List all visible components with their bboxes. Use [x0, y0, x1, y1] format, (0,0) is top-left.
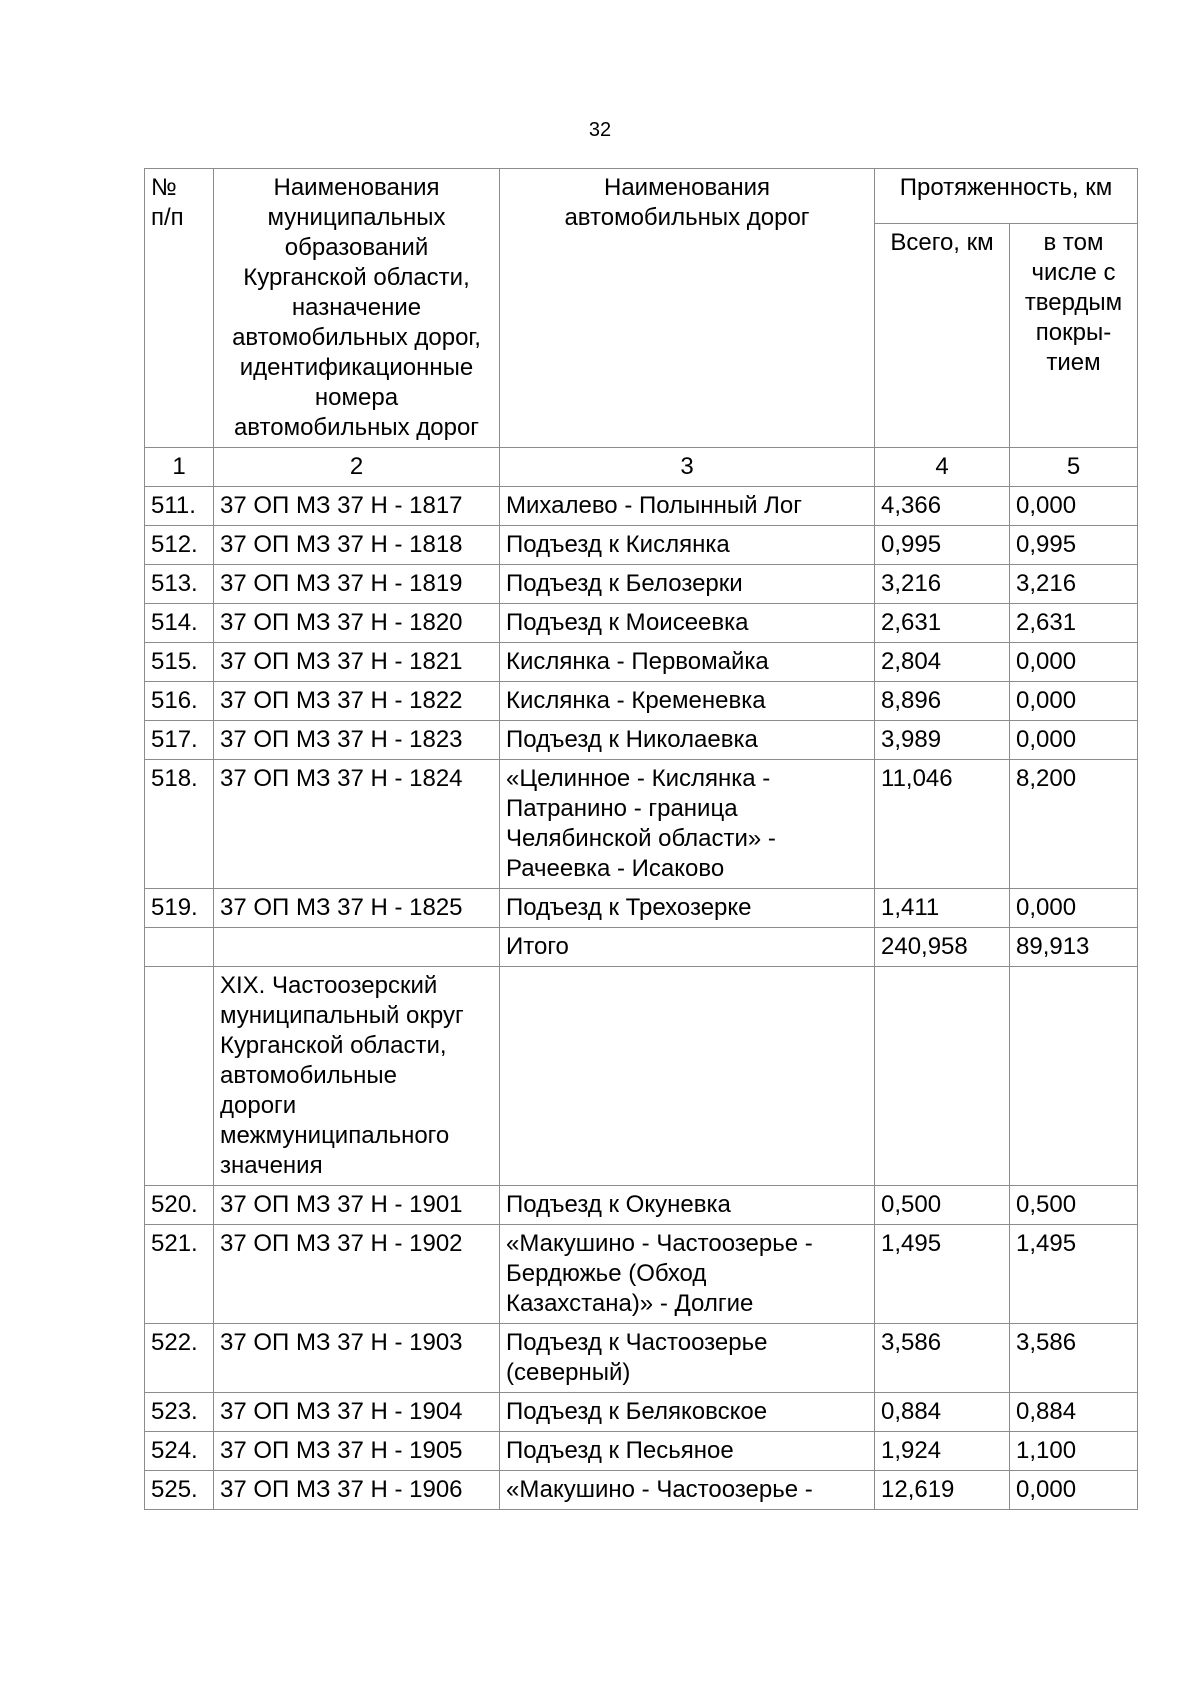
road-id-cell: 37 ОП МЗ 37 Н - 1820: [214, 604, 500, 643]
road-name-cell: [500, 967, 875, 1186]
length-total-cell: 0,884: [875, 1393, 1010, 1432]
road-name-cell: Подъезд к Частоозерье (северный): [500, 1324, 875, 1393]
road-name-cell: Подъезд к Белозерки: [500, 565, 875, 604]
road-name-cell: Подъезд к Песьяное: [500, 1432, 875, 1471]
length-total-cell: [875, 967, 1010, 1186]
road-id-cell: 37 ОП МЗ 37 Н - 1823: [214, 721, 500, 760]
length-total-cell: 1,411: [875, 889, 1010, 928]
length-paved-cell: 0,500: [1010, 1186, 1138, 1225]
length-paved-cell: 8,200: [1010, 760, 1138, 889]
length-paved-cell: 0,000: [1010, 721, 1138, 760]
table-row: [145, 1186, 1138, 1225]
table-row: [145, 1324, 1138, 1393]
road-id-cell: 37 ОП МЗ 37 Н - 1905: [214, 1432, 500, 1471]
row-number-cell: 511.: [145, 487, 214, 526]
road-id-cell: 37 ОП МЗ 37 Н - 1903: [214, 1324, 500, 1393]
table-row: [145, 1471, 1138, 1510]
row-number-cell: [145, 928, 214, 967]
length-paved-cell: 2,631: [1010, 604, 1138, 643]
road-name-cell: Подъезд к Трехозерке: [500, 889, 875, 928]
header-road-name: Наименования автомобильных дорог: [500, 169, 875, 448]
length-total-cell: 0,500: [875, 1186, 1010, 1225]
table-header: [145, 169, 1138, 487]
length-total-cell: 11,046: [875, 760, 1010, 889]
row-number-cell: 514.: [145, 604, 214, 643]
length-total-cell: 3,586: [875, 1324, 1010, 1393]
road-id-cell: 37 ОП МЗ 37 Н - 1822: [214, 682, 500, 721]
road-id-cell: XIX. Частоозерский муниципальный округ Курганской области, автомобильные дороги межмуниципального значения: [214, 967, 500, 1186]
road-id-cell: 37 ОП МЗ 37 Н - 1906: [214, 1471, 500, 1510]
header-number: № п/п: [145, 169, 214, 448]
length-paved-cell: 0,000: [1010, 1471, 1138, 1510]
table-row: [145, 760, 1138, 889]
column-number: 4: [875, 448, 1010, 487]
column-number: 2: [214, 448, 500, 487]
road-id-cell: 37 ОП МЗ 37 Н - 1818: [214, 526, 500, 565]
length-paved-cell: 0,000: [1010, 487, 1138, 526]
road-name-cell: Подъезд к Николаевка: [500, 721, 875, 760]
length-total-cell: 8,896: [875, 682, 1010, 721]
table-row: [145, 604, 1138, 643]
length-total-cell: 1,924: [875, 1432, 1010, 1471]
length-paved-cell: 3,586: [1010, 1324, 1138, 1393]
road-id-cell: 37 ОП МЗ 37 Н - 1904: [214, 1393, 500, 1432]
road-name-cell: Подъезд к Кислянка: [500, 526, 875, 565]
header-length-total: Всего, км: [875, 223, 1010, 447]
row-number-cell: [145, 967, 214, 1186]
road-id-cell: 37 ОП МЗ 37 Н - 1901: [214, 1186, 500, 1225]
table-row: [145, 928, 1138, 967]
row-number-cell: 520.: [145, 1186, 214, 1225]
table-row: [145, 1432, 1138, 1471]
row-number-cell: 521.: [145, 1225, 214, 1324]
length-paved-cell: 1,495: [1010, 1225, 1138, 1324]
table-row: [145, 967, 1138, 1186]
length-total-cell: 240,958: [875, 928, 1010, 967]
road-id-cell: [214, 928, 500, 967]
road-name-cell: Итого: [500, 928, 875, 967]
column-numbers-row: [145, 448, 1138, 487]
header-length-group: Протяженность, км: [875, 169, 1138, 224]
row-number-cell: 525.: [145, 1471, 214, 1510]
road-name-cell: Подъезд к Беляковское: [500, 1393, 875, 1432]
column-number: 1: [145, 448, 214, 487]
road-name-cell: Подъезд к Моисеевка: [500, 604, 875, 643]
row-number-cell: 513.: [145, 565, 214, 604]
road-name-cell: «Макушино - Частоозерье - Бердюжье (Обход Казахстана)» - Долгие: [500, 1225, 875, 1324]
table-row: [145, 682, 1138, 721]
road-id-cell: 37 ОП МЗ 37 Н - 1824: [214, 760, 500, 889]
road-name-cell: Кислянка - Кременевка: [500, 682, 875, 721]
row-number-cell: 515.: [145, 643, 214, 682]
length-total-cell: 0,995: [875, 526, 1010, 565]
length-paved-cell: 0,000: [1010, 889, 1138, 928]
road-name-cell: Михалево - Полынный Лог: [500, 487, 875, 526]
road-name-cell: «Макушино - Частоозерье -: [500, 1471, 875, 1510]
road-id-cell: 37 ОП МЗ 37 Н - 1821: [214, 643, 500, 682]
length-total-cell: 12,619: [875, 1471, 1010, 1510]
road-name-cell: Подъезд к Окуневка: [500, 1186, 875, 1225]
road-name-cell: «Целинное - Кислянка - Патранино - граница Челябинской области» - Рачеевка - Исаково: [500, 760, 875, 889]
table-row: [145, 526, 1138, 565]
length-paved-cell: [1010, 967, 1138, 1186]
length-paved-cell: 3,216: [1010, 565, 1138, 604]
page-number: 32: [588, 119, 612, 141]
road-id-cell: 37 ОП МЗ 37 Н - 1819: [214, 565, 500, 604]
row-number-cell: 517.: [145, 721, 214, 760]
length-paved-cell: 0,000: [1010, 643, 1138, 682]
header-municipality: Наименования муниципальных образований Курганской области, назначение автомобильных дорог, идентификационные номера автомобильных дорог: [214, 169, 500, 448]
table-body: [145, 487, 1138, 1510]
row-number-cell: 516.: [145, 682, 214, 721]
length-paved-cell: 0,995: [1010, 526, 1138, 565]
length-total-cell: 4,366: [875, 487, 1010, 526]
column-number: 5: [1010, 448, 1138, 487]
length-total-cell: 3,216: [875, 565, 1010, 604]
row-number-cell: 518.: [145, 760, 214, 889]
length-paved-cell: 1,100: [1010, 1432, 1138, 1471]
table-row: [145, 721, 1138, 760]
header-length-paved: в том числе с твердым покры- тием: [1010, 223, 1138, 447]
length-paved-cell: 0,884: [1010, 1393, 1138, 1432]
length-total-cell: 1,495: [875, 1225, 1010, 1324]
road-id-cell: 37 ОП МЗ 37 Н - 1902: [214, 1225, 500, 1324]
table-row: [145, 487, 1138, 526]
row-number-cell: 519.: [145, 889, 214, 928]
row-number-cell: 523.: [145, 1393, 214, 1432]
road-id-cell: 37 ОП МЗ 37 Н - 1825: [214, 889, 500, 928]
row-number-cell: 524.: [145, 1432, 214, 1471]
column-number: 3: [500, 448, 875, 487]
row-number-cell: 522.: [145, 1324, 214, 1393]
road-id-cell: 37 ОП МЗ 37 Н - 1817: [214, 487, 500, 526]
table-row: [145, 643, 1138, 682]
table-row: [145, 1225, 1138, 1324]
roads-table: [144, 168, 1138, 1510]
road-name-cell: Кислянка - Первомайка: [500, 643, 875, 682]
length-total-cell: 3,989: [875, 721, 1010, 760]
row-number-cell: 512.: [145, 526, 214, 565]
length-paved-cell: 0,000: [1010, 682, 1138, 721]
table-row: [145, 889, 1138, 928]
table-row: [145, 565, 1138, 604]
length-total-cell: 2,804: [875, 643, 1010, 682]
table-row: [145, 1393, 1138, 1432]
length-paved-cell: 89,913: [1010, 928, 1138, 967]
length-total-cell: 2,631: [875, 604, 1010, 643]
